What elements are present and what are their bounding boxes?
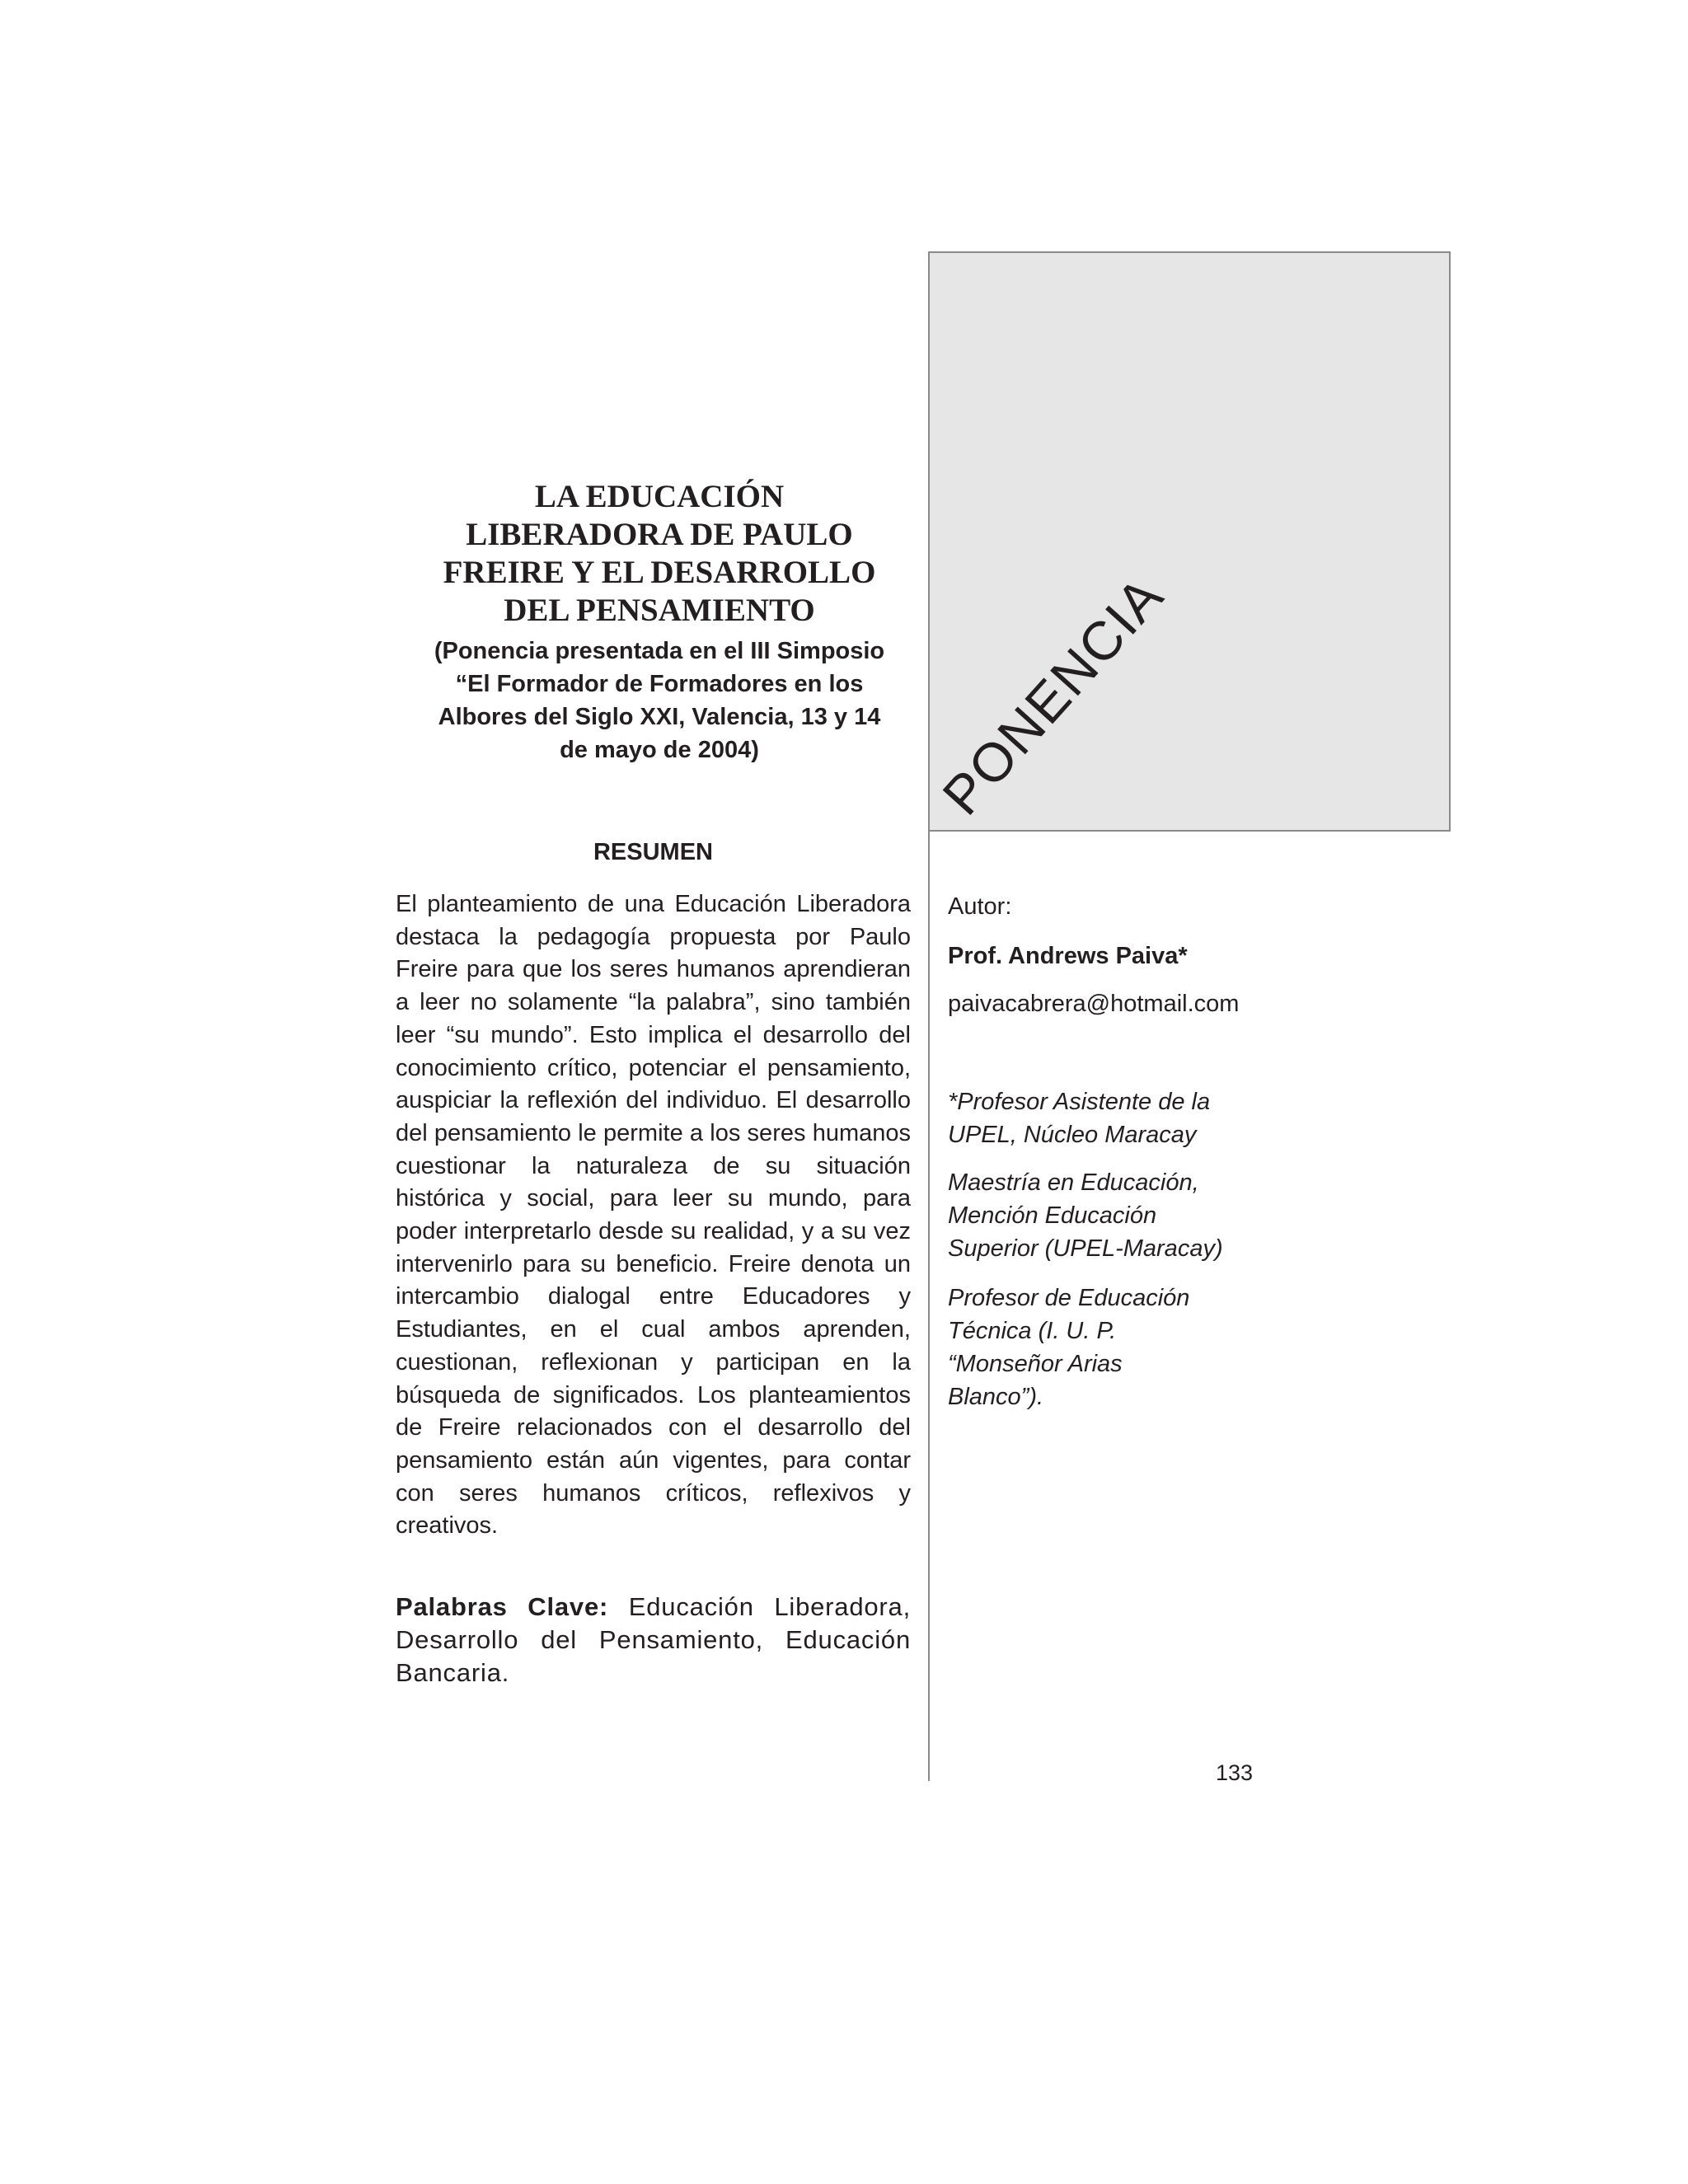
title-line: LA EDUCACIÓN xyxy=(534,479,785,514)
author-email: paivacabrera@hotmail.com xyxy=(948,991,1240,1017)
subtitle-line: de mayo de 2004) xyxy=(560,737,759,763)
note-line: UPEL, Núcleo Maracay xyxy=(948,1122,1197,1148)
article-subtitle xyxy=(387,635,931,766)
note-line: Mención Educación xyxy=(948,1202,1157,1229)
subtitle-line: Albores del Siglo XXI, Valencia, 13 y 14 xyxy=(438,704,881,730)
section-label-ponencia: PONENCIA xyxy=(931,564,1175,827)
note-line: Superior (UPEL-Maracay) xyxy=(948,1235,1223,1262)
keywords-label: Palabras Clave: xyxy=(396,1592,609,1621)
author-note-position xyxy=(948,1085,1294,1151)
note-line: Técnica (I. U. P. xyxy=(948,1318,1117,1344)
subtitle-line: (Ponencia presentada en el III Simposio xyxy=(434,638,885,664)
note-line: “Monseñor Arias xyxy=(948,1351,1123,1377)
column-divider xyxy=(928,832,930,1781)
keywords-text: Educación Liberadora, Desarrollo del Pensamiento, Educación Bancaria. xyxy=(396,1592,911,1687)
note-line: Profesor de Educación xyxy=(948,1285,1190,1311)
note-line: Maestría en Educación, xyxy=(948,1169,1199,1196)
subtitle-line: “El Formador de Formadores en los xyxy=(455,671,864,697)
abstract-text: El planteamiento de una Educación Liberadora destaca la pedagogía propuesta por Paulo Freire para que los seres humanos aprendieran a leer no solamente “la palabra”, sino también leer “su mundo”. Esto implica el desarrollo del conocimiento crítico, potenciar el pensamiento, auspiciar la reflexión del individuo. El desarrollo del pensamiento le permite a los seres humanos cuestionar la naturaleza de su situación histórica y social, para leer su mundo, para poder interpretarlo desde su realidad, y a su vez intervenirlo para su beneficio. Freire denota un intercambio dialogal entre Educadores y Estudiantes, en el cual ambos aprenden, cuestionan, reflexionan y participan en la búsqueda de significados. Los planteamientos de Freire relacionados con el desarrollo del pensamiento están aún vigentes, para contar con seres humanos críticos, reflexivos y creativos. xyxy=(396,891,911,1540)
keywords xyxy=(396,1591,911,1690)
author-name: Prof. Andrews Paiva* xyxy=(948,943,1188,969)
author-label: Autor: xyxy=(948,893,1012,920)
note-line: Blanco”). xyxy=(948,1384,1044,1410)
abstract-heading: RESUMEN xyxy=(593,839,713,865)
page-number: 133 xyxy=(1215,1760,1253,1785)
author-note-profession xyxy=(948,1282,1294,1413)
note-line: *Profesor Asistente de la xyxy=(948,1089,1211,1115)
title-line: LIBERADORA DE PAULO xyxy=(466,517,853,552)
article-title xyxy=(396,478,923,630)
title-line: FREIRE Y EL DESARROLLO xyxy=(443,555,876,590)
title-line: DEL PENSAMIENTO xyxy=(504,593,815,628)
author-note-degree xyxy=(948,1166,1294,1265)
